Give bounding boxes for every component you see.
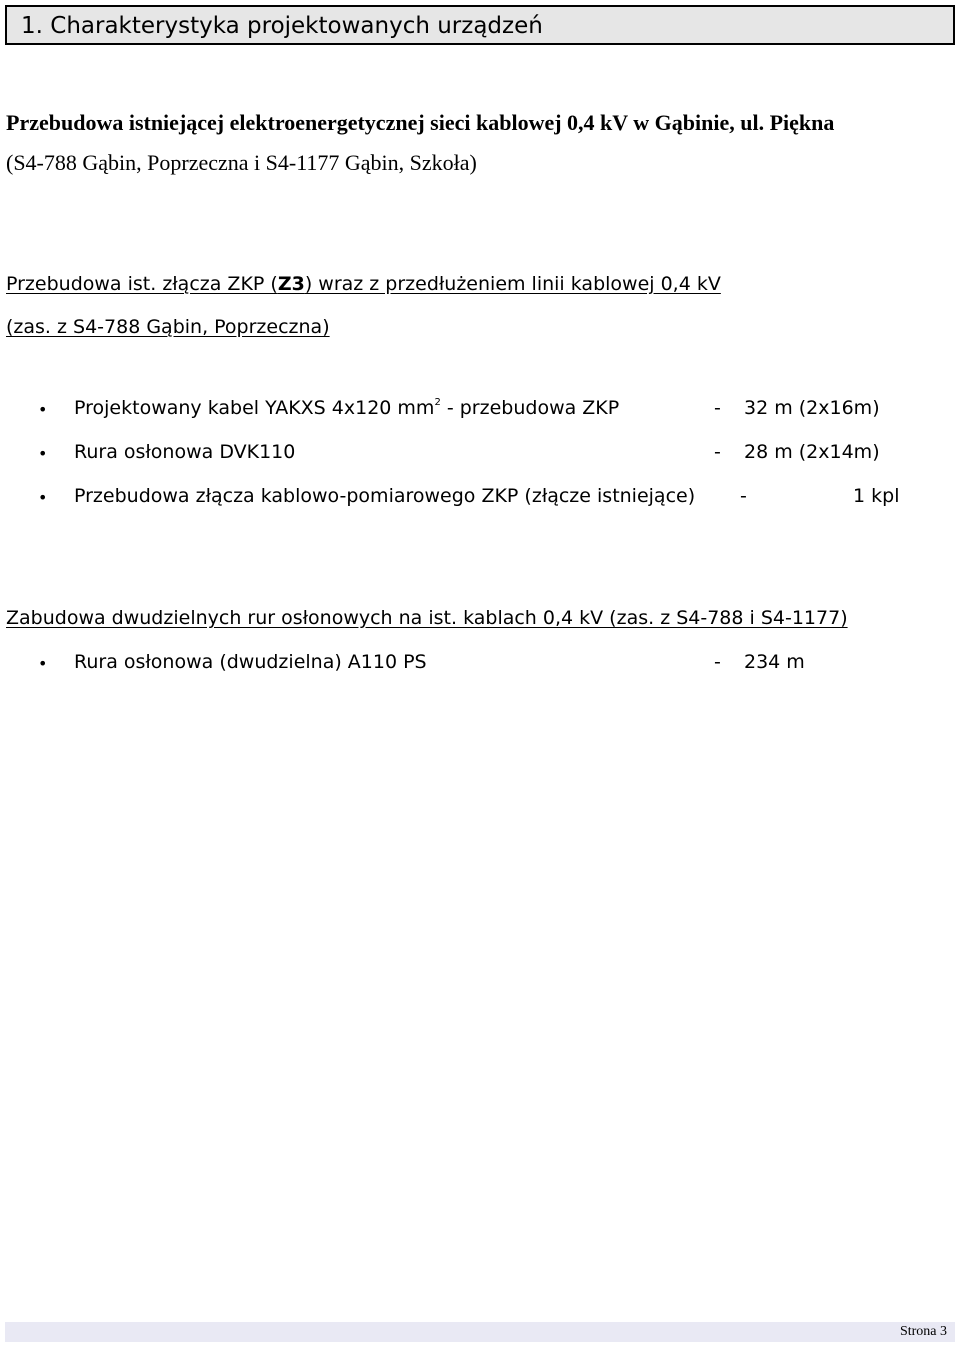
item-text-main: Projektowany kabel YAKXS 4x120 mm — [74, 397, 435, 419]
superscript: 2 — [434, 397, 441, 408]
section1-heading-line2: (zas. z S4-788 Gąbin, Poprzeczna) — [6, 316, 330, 338]
page-footer — [5, 1322, 955, 1342]
bullet-icon: • — [38, 444, 48, 463]
bullet-icon: • — [38, 400, 48, 419]
section2-heading: Zabudowa dwudzielnych rur osłonowych na ist. kablach 0,4 kV (zas. z S4-788 i S4-1177) — [6, 607, 848, 629]
item-dash: - — [714, 397, 721, 419]
item-text-after: - przebudowa ZKP — [440, 397, 620, 419]
item-quantity: 28 m (2x14m) — [744, 441, 880, 463]
list-item-text: Rura osłonowa DVK110 — [74, 441, 296, 463]
item-quantity: 234 m — [744, 651, 805, 673]
project-subtitle: (S4-788 Gąbin, Poprzeczna i S4-1177 Gąbin, Szkoła) — [6, 150, 477, 175]
section1-heading-bold: Z3 — [277, 273, 305, 295]
item-quantity: 32 m (2x16m) — [744, 397, 880, 419]
section1-heading-prefix: Przebudowa ist. złącza ZKP ( — [6, 273, 278, 295]
item-quantity: 1 kpl — [853, 485, 900, 507]
section-heading: 1. Charakterystyka projektowanych urządzeń — [5, 5, 955, 45]
bullet-icon: • — [38, 488, 48, 507]
item-dash: - — [740, 485, 747, 507]
section1-heading — [6, 273, 721, 295]
list-item-text: Przebudowa złącza kablowo-pomiarowego ZKP (złącze istniejące) — [74, 485, 696, 507]
item-dash: - — [714, 441, 721, 463]
item-dash: - — [714, 651, 721, 673]
project-title: Przebudowa istniejącej elektroenergetycznej sieci kablowej 0,4 kV w Gąbinie, ul. Piękna — [6, 110, 835, 135]
list-item-text — [74, 397, 619, 419]
list-item-text: Rura osłonowa (dwudzielna) A110 PS — [74, 651, 427, 673]
bullet-icon: • — [38, 654, 48, 673]
page-number: Strona 3 — [899, 1324, 947, 1339]
section1-heading-suffix: ) wraz z przedłużeniem linii kablowej 0,4 kV — [304, 273, 721, 295]
